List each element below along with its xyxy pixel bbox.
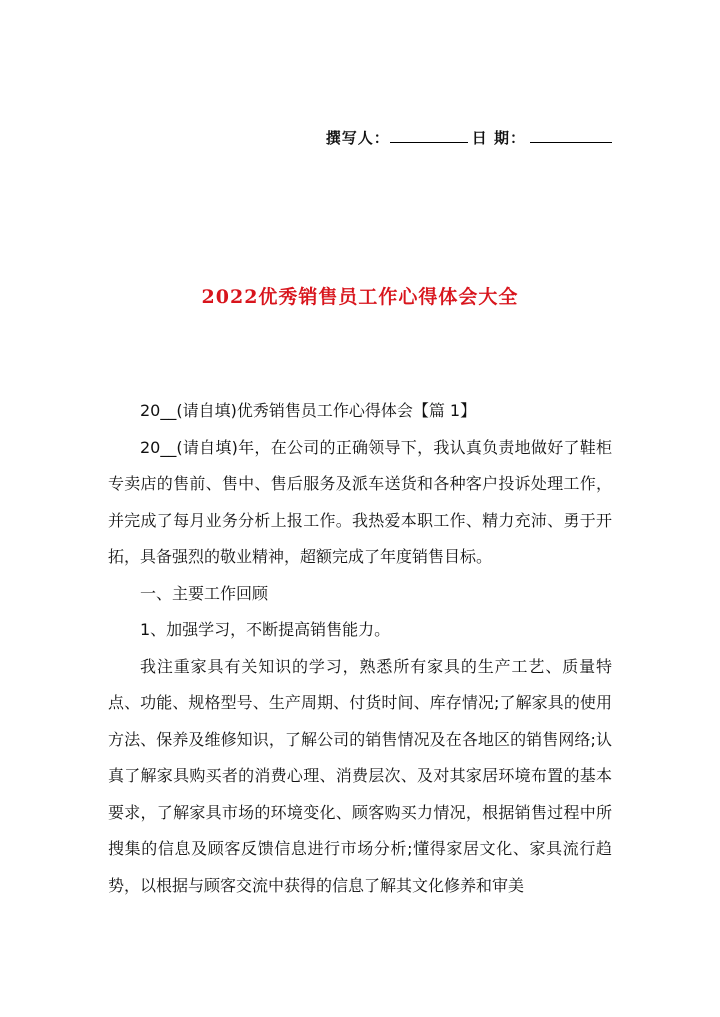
date-blank-field[interactable] — [530, 126, 612, 143]
document-body — [108, 393, 612, 904]
document-title: 2022优秀销售员工作心得体会大全 — [201, 286, 519, 308]
author-date-line — [326, 126, 612, 148]
intro-paragraph: 20__(请自填)年，在公司的正确领导下，我认真负责地做好了鞋柜专卖店的售前、售中、售后服务及派车送货和各种客户投诉处理工作，并完成了每月业务分析上报工作。我热爱本职工作、精力充沛、勇于开拓，具备强烈的敬业精神，超额完成了年度销售目标。 — [108, 437, 612, 566]
author-label: 撰写人： — [325, 129, 390, 147]
author-blank-field[interactable] — [390, 126, 468, 143]
learning-paragraph: 我注重家具有关知识的学习，熟悉所有家具的生产工艺、质量特点、功能、规格型号、生产周期、付货时间、库存情况;了解家具的使用方法、保养及维修知识，了解公司的销售情况及在各地区的销售网络;认真了解家具购买者的消费心理、消费层次、及对其家居环境布置的基本要求，了解家具市场的环境变化、顾客购买力情况，根据销售过程中所搜集的信息及顾客反馈信息进行市场分析;懂得家居文化、家具流行趋势，以根据与顾客交流中获得的信息了解其文化修养和审美 — [108, 656, 612, 895]
section-heading-article-1: 20__(请自填)优秀销售员工作心得体会【篇 1】 — [140, 401, 477, 420]
section-heading-work-review: 一、主要工作回顾 — [140, 583, 269, 603]
subheading-learning: 1、加强学习，不断提高销售能力。 — [140, 620, 391, 639]
date-label: 日 期： — [471, 129, 526, 147]
